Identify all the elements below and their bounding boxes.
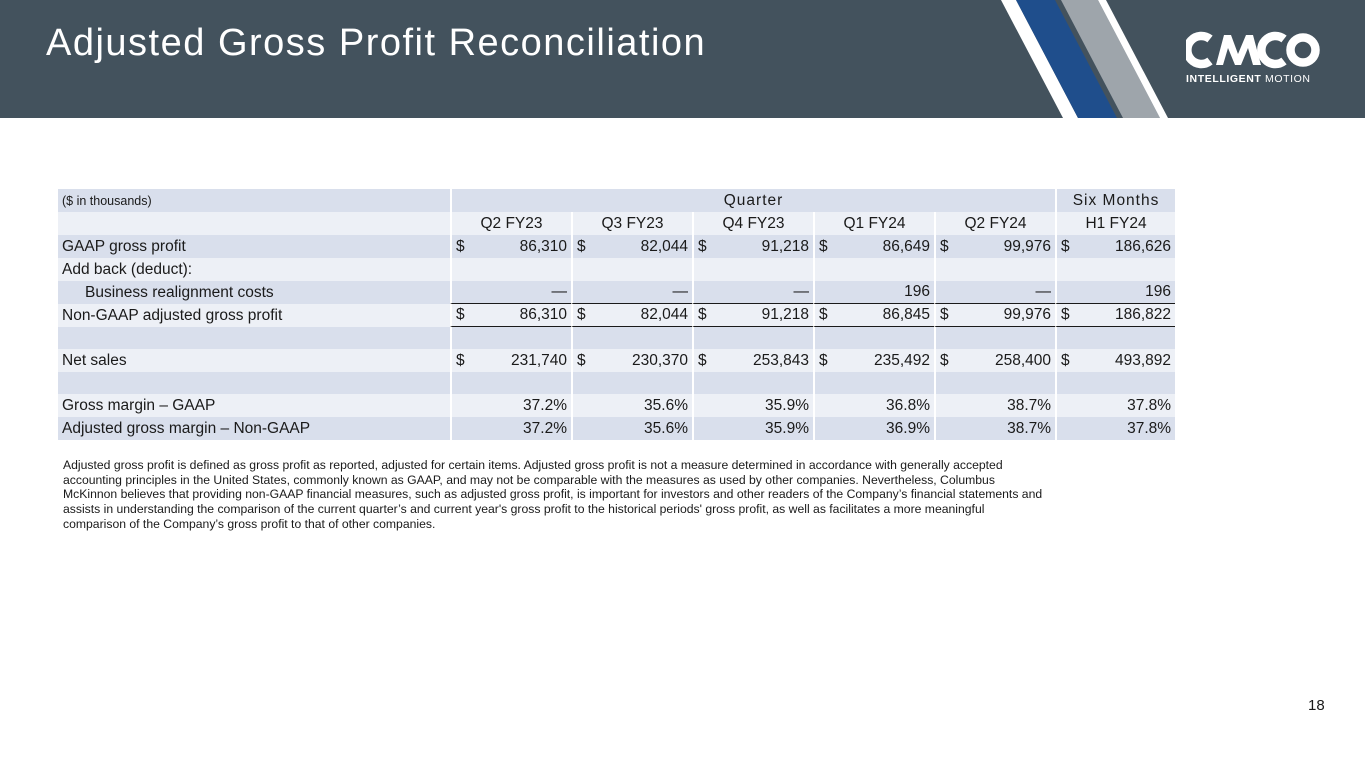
amount-cell: $ 231,740 [450,349,571,372]
amount-cell: $ 82,044 [571,304,692,327]
percent-cell: 37.8% [1055,394,1175,417]
percent-cell: 35.6% [571,394,692,417]
amount-cell: $ 91,218 [692,304,813,327]
row-label: Adjusted gross margin – Non-GAAP [58,417,450,440]
period-header: Q2 FY23 [450,212,571,235]
period-header-row [58,212,1175,235]
slide-header [0,0,1365,118]
period-header: Q2 FY24 [934,212,1055,235]
page-number: 18 [1308,697,1325,714]
net-sales-row [58,349,1175,372]
percent-cell: 36.8% [813,394,934,417]
period-header: Q1 FY24 [813,212,934,235]
percent-cell: 38.7% [934,417,1055,440]
non-gaap-gross-profit-row [58,304,1175,327]
value-cell: — [450,281,571,304]
amount-cell: $ 230,370 [571,349,692,372]
value-cell: — [571,281,692,304]
percent-cell: 36.9% [813,417,934,440]
period-header: H1 FY24 [1055,212,1175,235]
amount-cell: $ 82,044 [571,235,692,258]
gross-margin-gaap-row [58,394,1175,417]
reconciliation-table [58,189,1175,440]
value-cell: — [934,281,1055,304]
units-label: ($ in thousands) [58,189,450,212]
amount-cell: $ 235,492 [813,349,934,372]
amount-cell: $ 86,845 [813,304,934,327]
add-back-row [58,258,1175,281]
row-label: GAAP gross profit [58,235,450,258]
amount-cell: $ 91,218 [692,235,813,258]
row-label: Non-GAAP adjusted gross profit [58,304,450,327]
amount-cell: $ 99,976 [934,304,1055,327]
value-cell: — [692,281,813,304]
six-months-group-header: Six Months [1055,189,1175,212]
group-header-row [58,189,1175,212]
amount-cell: $ 186,626 [1055,235,1175,258]
value-cell: 196 [1055,281,1175,304]
cmco-logo-mark [1186,30,1322,70]
company-logo [1186,30,1322,85]
page-title: Adjusted Gross Profit Reconciliation [46,22,707,64]
gaap-gross-profit-row [58,235,1175,258]
spacer-row [58,327,1175,349]
percent-cell: 37.2% [450,417,571,440]
amount-cell: $ 86,310 [450,235,571,258]
value-cell: 196 [813,281,934,304]
row-label: Gross margin – GAAP [58,394,450,417]
period-header: Q3 FY23 [571,212,692,235]
period-header: Q4 FY23 [692,212,813,235]
amount-cell: $ 99,976 [934,235,1055,258]
amount-cell: $ 86,649 [813,235,934,258]
spacer-row [58,372,1175,394]
quarter-group-header: Quarter [450,189,1055,212]
amount-cell: $ 258,400 [934,349,1055,372]
adjusted-gross-margin-row [58,417,1175,440]
logo-tagline: INTELLIGENT MOTION [1186,73,1311,85]
percent-cell: 35.6% [571,417,692,440]
amount-cell: $ 186,822 [1055,304,1175,327]
row-label: Add back (deduct): [58,258,450,281]
amount-cell: $ 86,310 [450,304,571,327]
percent-cell: 35.9% [692,417,813,440]
row-label: Net sales [58,349,450,372]
percent-cell: 38.7% [934,394,1055,417]
percent-cell: 37.8% [1055,417,1175,440]
row-label: Business realignment costs [58,281,450,304]
percent-cell: 37.2% [450,394,571,417]
percent-cell: 35.9% [692,394,813,417]
amount-cell: $ 253,843 [692,349,813,372]
business-realignment-row [58,281,1175,304]
amount-cell: $ 493,892 [1055,349,1175,372]
footnote: Adjusted gross profit is defined as gross profit as reported, adjusted for certain items. Adjusted gross profit is not a measure determined in accordance with generally accepted accounting principles in the United States, commonly known as GAAP, and may not be comparable with the measures as used by other companies. Nevertheless, Columbus McKinnon believes that providing non-GAAP financial measures, such as adjusted gross profit, is important for investors and other readers of the Company’s financial statements and assists in understanding the comparison of the current quarter’s and current year's gross profit to the historical periods' gross profit, as well as facilitates a more meaningful comparison of the Company’s gross profit to that of other companies. [63,458,1043,531]
